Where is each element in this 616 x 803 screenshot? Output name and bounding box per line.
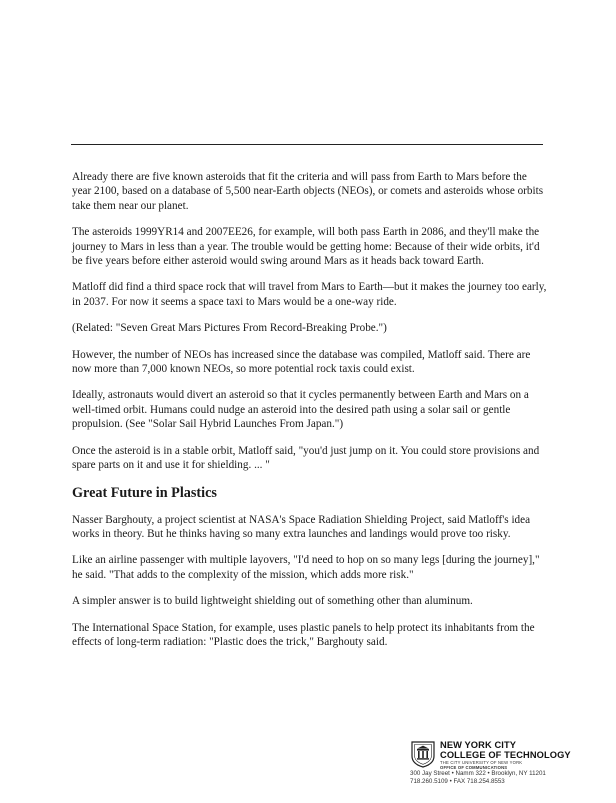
paragraph: Already there are five known asteroids that fit the criteria and will pass from Earth to Mars before the year 2100, based on a database of 5,500 near-Earth objects (NEOs), or comets and asteroids whose orbits take them near our planet. xyxy=(72,171,544,212)
paragraph: Once the asteroid is in a stable orbit, Matloff said, "you'd just jump on it. You could store provisions and spare parts on it and use it for shielding. ... " xyxy=(72,444,540,472)
college-seal-icon xyxy=(410,740,436,768)
org-line: COLLEGE OF TECHNOLOGY xyxy=(440,749,571,760)
organization-name xyxy=(440,741,571,770)
org-line: NEW YORK CITY xyxy=(440,740,517,750)
paragraph: Nasser Barghouty, a project scientist at NASA's Space Radiation Shielding Project, said Matloff's idea works in theory. But he thinks having so many extra launches and landings would prove too risky. xyxy=(72,513,531,540)
paragraph: Matloff did find a third space rock that will travel from Mars to Earth—but it makes the journey too early, in 2037. For now it seems a space taxi to Mars would be a one-way ride. xyxy=(72,281,547,308)
article-body xyxy=(72,170,547,661)
paragraph: However, the number of NEOs has increased since the database was compiled, Matloff said. There are now more than 7,000 known NEOs, so more potential rock taxis could exist. xyxy=(72,348,531,376)
phone-fax: 718.260.5109 • FAX 718.254.8553 xyxy=(410,778,505,785)
paragraph: The asteroids 1999YR14 and 2007EE26, for example, will both pass Earth in 2086, and they'll make the journey to Mars in less than a year. The trouble would be getting home: Because of their wide orbits, it'd be five years before either asteroid would swing around Mars as it heads back toward Earth. xyxy=(72,226,540,268)
letterhead-footer xyxy=(410,740,606,795)
org-subline: THE CITY UNIVERSITY OF NEW YORK xyxy=(440,760,523,766)
paragraph: A simpler answer is to build lightweight shielding out of something other than aluminum. xyxy=(72,595,473,608)
paragraph: The International Space Station, for example, uses plastic panels to help protect its inhabitants from the effects of long-term radiation: "Plastic does the trick," Barghouty said. xyxy=(72,621,535,648)
contact-info xyxy=(410,770,546,786)
section-heading: Great Future in Plastics xyxy=(72,484,217,501)
header-rule xyxy=(71,144,543,145)
paragraph: Ideally, astronauts would divert an asteroid so that it cycles permanently between Earth and Mars on a well-timed orbit. Humans could nudge an asteroid into the desired path using a solar sail or gentle propulsion. (See "Solar Sail Hybrid Launches From Japan.") xyxy=(72,389,529,431)
org-subline: OFFICE OF COMMUNICATIONS xyxy=(440,765,508,771)
paragraph: Like an airline passenger with multiple layovers, "I'd need to hop on so many legs [during the journey]," he said. "That adds to the complexity of the mission, which adds more risk." xyxy=(72,554,540,581)
paragraph: (Related: "Seven Great Mars Pictures From Record-Breaking Probe.") xyxy=(72,322,387,335)
address: 300 Jay Street • Namm 322 • Brooklyn, NY 11201 xyxy=(410,770,546,777)
